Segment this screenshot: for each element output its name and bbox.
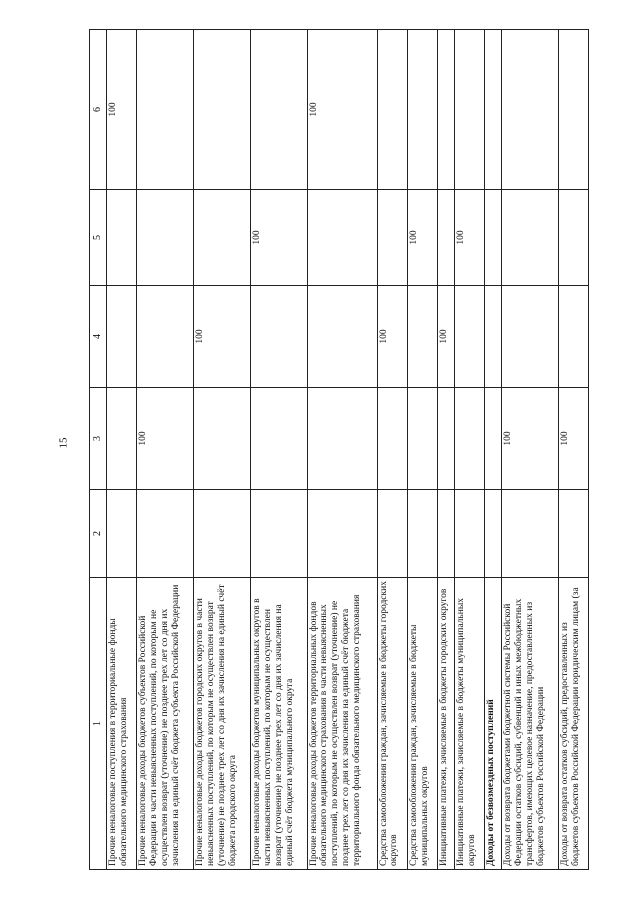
value-cell (250, 30, 307, 190)
value-cell (485, 286, 502, 388)
value-cell (437, 190, 454, 286)
value-cell (407, 490, 437, 578)
value-cell (250, 388, 307, 490)
value-cell (437, 388, 454, 490)
value-cell (107, 286, 137, 388)
value-cell (454, 286, 484, 388)
row-label: Доходы от возврата бюджетами бюджетной системы Российской Федерации остатков субсидий, субвенций и иных межбюджетных трансфертов, имеющих целевое назначение, предоставленных из бюджетов субъектов Российской Федерации (501, 578, 558, 870)
value-cell: 100 (250, 190, 307, 286)
value-cell (454, 388, 484, 490)
budget-distribution-table (89, 29, 589, 870)
value-cell (377, 490, 407, 578)
row-label: Прочие неналоговые доходы бюджетов городских округов в части невыясненных поступлений, по которым не осуществлен возврат (уточнение) не позднее трех лет со дня их зачисления на единый счёт бюджета городского округа (193, 578, 250, 870)
table-row (193, 30, 250, 870)
value-cell (454, 490, 484, 578)
value-cell: 100 (137, 388, 194, 490)
value-cell (558, 286, 588, 388)
value-cell (407, 388, 437, 490)
column-header: 3 (90, 388, 107, 490)
value-cell (501, 286, 558, 388)
value-cell (558, 30, 588, 190)
value-cell (193, 190, 250, 286)
value-cell (307, 286, 377, 388)
table-row (307, 30, 377, 870)
value-cell: 100 (307, 30, 377, 190)
row-label: Прочие неналоговые доходы бюджетов муниципальных округов в части невыясненных поступлений, по которым не осуществлен возврат (уточнение) не позднее трех лет со дня их зачисления на единый счёт бюджета муниципального округа (250, 578, 307, 870)
value-cell (307, 190, 377, 286)
column-header: 2 (90, 490, 107, 578)
value-cell (107, 490, 137, 578)
row-label: Прочие неналоговые поступления в территориальные фонды обязательного медицинского страхования (107, 578, 137, 870)
value-cell (558, 190, 588, 286)
page-number: 15 (57, 437, 70, 449)
row-label: Доходы от возврата остатков субсидий, предоставленных из бюджетов субъектов Российской Федерации юридическим лицам (за (558, 578, 588, 870)
value-cell (137, 286, 194, 388)
table-row (558, 30, 588, 870)
value-cell (307, 388, 377, 490)
value-cell (193, 490, 250, 578)
value-cell: 100 (407, 190, 437, 286)
value-cell (377, 190, 407, 286)
value-cell (377, 388, 407, 490)
table-row (454, 30, 484, 870)
row-label: Инициативные платежи, зачисляемые в бюджеты городских округов (437, 578, 454, 870)
value-cell (137, 30, 194, 190)
column-header: 4 (90, 286, 107, 388)
table-row (137, 30, 194, 870)
value-cell (107, 388, 137, 490)
value-cell (307, 490, 377, 578)
value-cell (485, 490, 502, 578)
value-cell: 100 (558, 388, 588, 490)
value-cell (193, 388, 250, 490)
value-cell (485, 388, 502, 490)
value-cell (501, 190, 558, 286)
value-cell (407, 286, 437, 388)
row-label: Средства самообложения граждан, зачисляемые в бюджеты городских округов (377, 578, 407, 870)
table-row (107, 30, 137, 870)
value-cell: 100 (107, 30, 137, 190)
value-cell (193, 30, 250, 190)
row-label: Средства самообложения граждан, зачисляемые в бюджеты муниципальных округов (407, 578, 437, 870)
value-cell: 100 (454, 190, 484, 286)
value-cell (407, 30, 437, 190)
row-label: Инициативные платежи, зачисляемые в бюджеты муниципальных округов (454, 578, 484, 870)
row-label: Прочие неналоговые доходы бюджетов субъектов Российской Федерации в части невыясненных поступлений, по которым не осуществлен возврат (уточнение) не позднее трех лет со дня их зачисления на единый счёт бюджета субъекта Российской Федерации (137, 578, 194, 870)
value-cell (107, 190, 137, 286)
value-cell (501, 30, 558, 190)
value-cell: 100 (377, 286, 407, 388)
value-cell (454, 30, 484, 190)
column-header: 1 (90, 578, 107, 870)
table-row (407, 30, 437, 870)
table-row (437, 30, 454, 870)
section-row (485, 30, 502, 870)
value-cell (377, 30, 407, 190)
value-cell (485, 190, 502, 286)
value-cell (437, 490, 454, 578)
value-cell (137, 190, 194, 286)
table-header-row (90, 30, 107, 870)
column-header: 6 (90, 30, 107, 190)
column-header: 5 (90, 190, 107, 286)
value-cell: 100 (501, 388, 558, 490)
value-cell (250, 286, 307, 388)
value-cell: 100 (437, 286, 454, 388)
section-heading: Доходы от безвозмездных поступлений (485, 578, 502, 870)
value-cell (485, 30, 502, 190)
rotated-table-container (89, 30, 589, 870)
row-label: Прочие неналоговые доходы бюджетов территориальных фондов обязательного медицинского страхования в части невыясненных поступлений, по которым не осуществлен возврат (уточнение) не позднее трех лет со дня их зачисления на единый счёт бюджета территориального фонда обязательного медицинского страхования (307, 578, 377, 870)
value-cell (137, 490, 194, 578)
table-row (250, 30, 307, 870)
value-cell (501, 490, 558, 578)
value-cell: 100 (193, 286, 250, 388)
table-row (501, 30, 558, 870)
value-cell (558, 490, 588, 578)
table-row (377, 30, 407, 870)
value-cell (437, 30, 454, 190)
value-cell (250, 490, 307, 578)
